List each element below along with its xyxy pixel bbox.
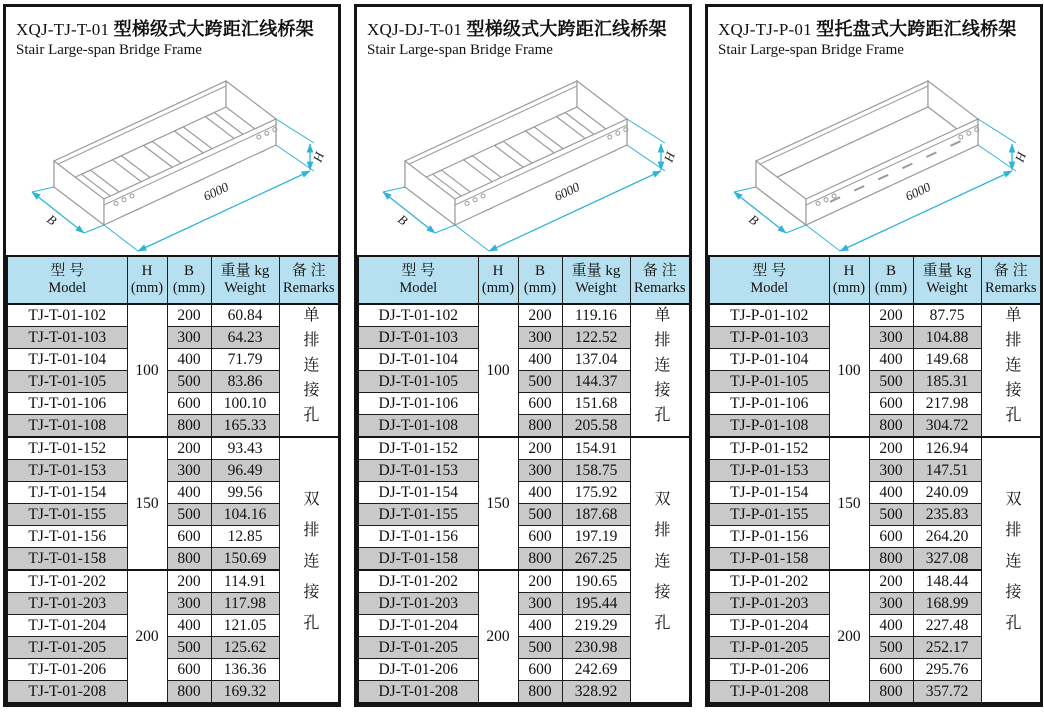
width-cell: 500 (869, 637, 913, 659)
width-cell: 600 (869, 393, 913, 415)
col-model-zh: 型 号 (401, 263, 436, 280)
col-weight (562, 256, 630, 304)
width-cell: 500 (518, 504, 562, 526)
width-cell: 300 (167, 327, 211, 349)
model-cell: TJ-P-01-204 (709, 615, 829, 637)
col-b-label: B (183, 263, 194, 280)
col-b-unit: (mm) (874, 280, 908, 297)
width-cell: 400 (518, 482, 562, 504)
model-cell: DJ-T-01-104 (358, 349, 478, 371)
table-row (358, 304, 690, 327)
model-cell: TJ-T-01-108 (7, 415, 127, 438)
col-remarks-zh: 备 注 (642, 263, 677, 280)
width-cell: 800 (518, 681, 562, 704)
remarks-cell (981, 437, 1041, 703)
width-cell: 500 (167, 504, 211, 526)
dim-label-width: B (44, 211, 60, 229)
weight-cell: 87.75 (913, 304, 981, 327)
width-cell: 200 (518, 304, 562, 327)
weight-cell: 187.68 (562, 504, 630, 526)
model-cell: TJ-T-01-154 (7, 482, 127, 504)
weight-cell: 93.43 (211, 437, 279, 460)
dim-label-height: H (309, 150, 328, 165)
weight-cell: 121.05 (211, 615, 279, 637)
weight-cell: 147.51 (913, 460, 981, 482)
width-cell: 300 (167, 460, 211, 482)
width-cell: 200 (518, 437, 562, 460)
height-cell: 200 (478, 570, 518, 703)
col-h (478, 256, 518, 304)
dim-label-length: 6000 (200, 179, 231, 204)
model-cell: TJ-P-01-104 (709, 349, 829, 371)
dim-label-height: H (1011, 150, 1030, 165)
model-cell: DJ-T-01-105 (358, 371, 478, 393)
remarks-text: 双排连接孔 (651, 490, 669, 646)
width-cell: 800 (869, 681, 913, 704)
model-code: XQJ-DJ-T-01 (367, 20, 463, 39)
model-cell: TJ-P-01-205 (709, 637, 829, 659)
model-cell: TJ-T-01-208 (7, 681, 127, 704)
weight-cell: 328.92 (562, 681, 630, 704)
weight-cell: 295.76 (913, 659, 981, 681)
weight-cell: 100.10 (211, 393, 279, 415)
bridge-frame-drawing (6, 59, 338, 255)
height-cell: 150 (478, 437, 518, 570)
width-cell: 600 (518, 526, 562, 548)
model-cell: TJ-P-01-103 (709, 327, 829, 349)
col-model (7, 256, 127, 304)
panel-subtitle: Stair Large-span Bridge Frame (718, 42, 904, 58)
title-chinese: 型梯级式大跨距汇线桥架 (466, 19, 667, 39)
spec-table (357, 255, 691, 704)
weight-cell: 217.98 (913, 393, 981, 415)
width-cell: 500 (167, 371, 211, 393)
model-cell: DJ-T-01-152 (358, 437, 478, 460)
weight-cell: 125.62 (211, 637, 279, 659)
bridge-frame-drawing (708, 59, 1040, 255)
col-remarks (981, 256, 1041, 304)
col-remarks-zh: 备 注 (291, 263, 326, 280)
weight-cell: 122.52 (562, 327, 630, 349)
model-cell: TJ-T-01-155 (7, 504, 127, 526)
width-cell: 400 (167, 482, 211, 504)
remarks-text: 单排连接孔 (651, 305, 669, 431)
table-row (7, 437, 339, 460)
col-h-unit: (mm) (832, 280, 866, 297)
width-cell: 300 (518, 460, 562, 482)
panel-subtitle: Stair Large-span Bridge Frame (16, 42, 202, 58)
weight-cell: 158.75 (562, 460, 630, 482)
col-weight-en: Weight (575, 280, 617, 297)
width-cell: 300 (869, 593, 913, 615)
col-b-unit: (mm) (523, 280, 557, 297)
dim-label-width: B (746, 211, 762, 229)
weight-cell: 83.86 (211, 371, 279, 393)
weight-cell: 136.36 (211, 659, 279, 681)
model-cell: TJ-P-01-105 (709, 371, 829, 393)
width-cell: 200 (869, 570, 913, 593)
model-cell: DJ-T-01-108 (358, 415, 478, 438)
model-cell: DJ-T-01-153 (358, 460, 478, 482)
weight-cell: 304.72 (913, 415, 981, 438)
remarks-text: 双排连接孔 (300, 490, 318, 646)
model-cell: TJ-T-01-158 (7, 548, 127, 571)
weight-cell: 119.16 (562, 304, 630, 327)
model-cell: TJ-P-01-158 (709, 548, 829, 571)
height-cell: 100 (478, 304, 518, 437)
panel-xqj-dj-t-01 (354, 4, 692, 707)
width-cell: 600 (518, 393, 562, 415)
col-model-en: Model (399, 280, 438, 297)
panel-title-block (357, 7, 689, 59)
remarks-text: 单排连接孔 (300, 305, 318, 431)
panel-title (367, 15, 679, 41)
weight-cell: 126.94 (913, 437, 981, 460)
width-cell: 500 (869, 371, 913, 393)
col-model-en: Model (48, 280, 87, 297)
model-cell: DJ-T-01-204 (358, 615, 478, 637)
width-cell: 600 (167, 393, 211, 415)
model-code: XQJ-TJ-T-01 (16, 20, 110, 39)
col-h-label: H (141, 263, 153, 280)
width-cell: 200 (167, 304, 211, 327)
panel-title (718, 15, 1030, 41)
weight-cell: 148.44 (913, 570, 981, 593)
model-cell: TJ-T-01-204 (7, 615, 127, 637)
weight-cell: 205.58 (562, 415, 630, 438)
weight-cell: 327.08 (913, 548, 981, 571)
width-cell: 400 (869, 615, 913, 637)
width-cell: 600 (869, 526, 913, 548)
col-model-en: Model (750, 280, 789, 297)
weight-cell: 154.91 (562, 437, 630, 460)
height-cell: 200 (127, 570, 167, 703)
model-cell: TJ-T-01-153 (7, 460, 127, 482)
model-cell: TJ-T-01-102 (7, 304, 127, 327)
model-cell: TJ-T-01-205 (7, 637, 127, 659)
width-cell: 800 (167, 415, 211, 438)
model-cell: DJ-T-01-202 (358, 570, 478, 593)
col-weight-zh: 重量 kg (220, 263, 270, 280)
model-cell: TJ-P-01-203 (709, 593, 829, 615)
width-cell: 600 (869, 659, 913, 681)
width-cell: 300 (869, 327, 913, 349)
model-code: XQJ-TJ-P-01 (718, 20, 812, 39)
width-cell: 500 (869, 504, 913, 526)
table-row (709, 437, 1041, 460)
weight-cell: 71.79 (211, 349, 279, 371)
col-b-label: B (885, 263, 896, 280)
weight-cell: 169.32 (211, 681, 279, 704)
model-cell: TJ-P-01-154 (709, 482, 829, 504)
col-remarks (279, 256, 339, 304)
model-cell: DJ-T-01-208 (358, 681, 478, 704)
model-cell: TJ-P-01-208 (709, 681, 829, 704)
remarks-cell (981, 304, 1041, 437)
col-remarks-en: Remarks (282, 280, 335, 297)
spec-table-body (358, 304, 690, 703)
width-cell: 600 (518, 659, 562, 681)
model-cell: TJ-T-01-202 (7, 570, 127, 593)
model-cell: DJ-T-01-154 (358, 482, 478, 504)
dim-label-width: B (395, 211, 411, 229)
weight-cell: 195.44 (562, 593, 630, 615)
width-cell: 400 (518, 615, 562, 637)
panel-title-block (708, 7, 1040, 59)
model-cell: TJ-P-01-202 (709, 570, 829, 593)
model-cell: TJ-P-01-108 (709, 415, 829, 438)
width-cell: 500 (518, 371, 562, 393)
weight-cell: 190.65 (562, 570, 630, 593)
height-cell: 100 (829, 304, 869, 437)
col-b (869, 256, 913, 304)
weight-cell: 267.25 (562, 548, 630, 571)
width-cell: 200 (167, 437, 211, 460)
remarks-text: 双排连接孔 (1002, 490, 1020, 646)
col-weight-zh: 重量 kg (922, 263, 972, 280)
spec-table (6, 255, 340, 704)
col-remarks-en: Remarks (984, 280, 1037, 297)
height-cell: 150 (127, 437, 167, 570)
weight-cell: 168.99 (913, 593, 981, 615)
weight-cell: 60.84 (211, 304, 279, 327)
model-cell: TJ-P-01-155 (709, 504, 829, 526)
width-cell: 400 (518, 349, 562, 371)
model-cell: TJ-P-01-106 (709, 393, 829, 415)
col-weight-en: Weight (224, 280, 266, 297)
title-chinese: 型梯级式大跨距汇线桥架 (113, 19, 314, 39)
col-remarks (630, 256, 690, 304)
col-h (127, 256, 167, 304)
dim-label-length: 6000 (902, 179, 933, 204)
width-cell: 500 (167, 637, 211, 659)
spec-table-header (7, 256, 339, 304)
model-cell: TJ-T-01-206 (7, 659, 127, 681)
weight-cell: 12.85 (211, 526, 279, 548)
col-weight (913, 256, 981, 304)
weight-cell: 235.83 (913, 504, 981, 526)
width-cell: 300 (518, 593, 562, 615)
model-cell: DJ-T-01-206 (358, 659, 478, 681)
weight-cell: 104.88 (913, 327, 981, 349)
table-row (7, 304, 339, 327)
width-cell: 200 (167, 570, 211, 593)
model-cell: DJ-T-01-155 (358, 504, 478, 526)
col-h-unit: (mm) (130, 280, 164, 297)
spec-table-header (358, 256, 690, 304)
dim-label-height: H (660, 150, 679, 165)
model-cell: DJ-T-01-158 (358, 548, 478, 571)
col-weight-en: Weight (926, 280, 968, 297)
weight-cell: 151.68 (562, 393, 630, 415)
remarks-cell (279, 304, 339, 437)
width-cell: 200 (869, 304, 913, 327)
col-remarks-zh: 备 注 (993, 263, 1028, 280)
weight-cell: 240.09 (913, 482, 981, 504)
weight-cell: 137.04 (562, 349, 630, 371)
weight-cell: 96.49 (211, 460, 279, 482)
model-cell: DJ-T-01-156 (358, 526, 478, 548)
col-b (518, 256, 562, 304)
model-cell: TJ-P-01-102 (709, 304, 829, 327)
col-h-label: H (492, 263, 504, 280)
model-cell: TJ-P-01-152 (709, 437, 829, 460)
weight-cell: 64.23 (211, 327, 279, 349)
weight-cell: 144.37 (562, 371, 630, 393)
model-cell: DJ-T-01-203 (358, 593, 478, 615)
weight-cell: 104.16 (211, 504, 279, 526)
col-weight (211, 256, 279, 304)
col-weight-zh: 重量 kg (571, 263, 621, 280)
width-cell: 300 (869, 460, 913, 482)
bridge-frame-drawing (357, 59, 689, 255)
weight-cell: 227.48 (913, 615, 981, 637)
weight-cell: 357.72 (913, 681, 981, 704)
width-cell: 400 (167, 349, 211, 371)
remarks-text: 单排连接孔 (1002, 305, 1020, 431)
model-cell: DJ-T-01-102 (358, 304, 478, 327)
model-cell: TJ-T-01-152 (7, 437, 127, 460)
col-model (358, 256, 478, 304)
model-cell: TJ-T-01-203 (7, 593, 127, 615)
panel-title-block (6, 7, 338, 59)
width-cell: 800 (869, 548, 913, 571)
model-cell: DJ-T-01-103 (358, 327, 478, 349)
weight-cell: 165.33 (211, 415, 279, 438)
weight-cell: 242.69 (562, 659, 630, 681)
width-cell: 200 (869, 437, 913, 460)
height-cell: 100 (127, 304, 167, 437)
col-b-label: B (534, 263, 545, 280)
remarks-cell (630, 437, 690, 703)
width-cell: 300 (518, 327, 562, 349)
width-cell: 200 (518, 570, 562, 593)
spec-table-header (709, 256, 1041, 304)
model-cell: TJ-P-01-156 (709, 526, 829, 548)
width-cell: 800 (167, 548, 211, 571)
panel-title (16, 15, 328, 41)
table-row (709, 304, 1041, 327)
panel-subtitle: Stair Large-span Bridge Frame (367, 42, 553, 58)
panel-xqj-tj-p-01 (705, 4, 1043, 707)
width-cell: 800 (869, 415, 913, 438)
weight-cell: 219.29 (562, 615, 630, 637)
weight-cell: 99.56 (211, 482, 279, 504)
height-cell: 150 (829, 437, 869, 570)
model-cell: TJ-T-01-156 (7, 526, 127, 548)
col-b-unit: (mm) (172, 280, 206, 297)
weight-cell: 185.31 (913, 371, 981, 393)
remarks-cell (279, 437, 339, 703)
col-b (167, 256, 211, 304)
width-cell: 400 (869, 349, 913, 371)
width-cell: 800 (518, 415, 562, 438)
weight-cell: 175.92 (562, 482, 630, 504)
weight-cell: 114.91 (211, 570, 279, 593)
col-h (829, 256, 869, 304)
weight-cell: 150.69 (211, 548, 279, 571)
width-cell: 800 (167, 681, 211, 704)
col-model-zh: 型 号 (50, 263, 85, 280)
width-cell: 800 (518, 548, 562, 571)
weight-cell: 230.98 (562, 637, 630, 659)
weight-cell: 149.68 (913, 349, 981, 371)
dim-label-length: 6000 (551, 179, 582, 204)
model-cell: DJ-T-01-205 (358, 637, 478, 659)
col-h-label: H (843, 263, 855, 280)
width-cell: 400 (869, 482, 913, 504)
table-row (358, 437, 690, 460)
spec-table-body (7, 304, 339, 703)
model-cell: TJ-P-01-206 (709, 659, 829, 681)
model-cell: TJ-T-01-103 (7, 327, 127, 349)
width-cell: 600 (167, 659, 211, 681)
width-cell: 300 (167, 593, 211, 615)
weight-cell: 264.20 (913, 526, 981, 548)
model-cell: TJ-P-01-153 (709, 460, 829, 482)
weight-cell: 197.19 (562, 526, 630, 548)
model-cell: TJ-T-01-105 (7, 371, 127, 393)
model-cell: TJ-T-01-104 (7, 349, 127, 371)
panel-xqj-tj-t-01 (3, 4, 341, 707)
model-cell: TJ-T-01-106 (7, 393, 127, 415)
model-cell: DJ-T-01-106 (358, 393, 478, 415)
col-model (709, 256, 829, 304)
spec-table (708, 255, 1042, 704)
height-cell: 200 (829, 570, 869, 703)
col-model-zh: 型 号 (752, 263, 787, 280)
col-h-unit: (mm) (481, 280, 515, 297)
spec-table-body (709, 304, 1041, 703)
width-cell: 500 (518, 637, 562, 659)
title-chinese: 型托盘式大跨距汇线桥架 (816, 19, 1017, 39)
weight-cell: 117.98 (211, 593, 279, 615)
col-remarks-en: Remarks (633, 280, 686, 297)
width-cell: 400 (167, 615, 211, 637)
weight-cell: 252.17 (913, 637, 981, 659)
remarks-cell (630, 304, 690, 437)
width-cell: 600 (167, 526, 211, 548)
